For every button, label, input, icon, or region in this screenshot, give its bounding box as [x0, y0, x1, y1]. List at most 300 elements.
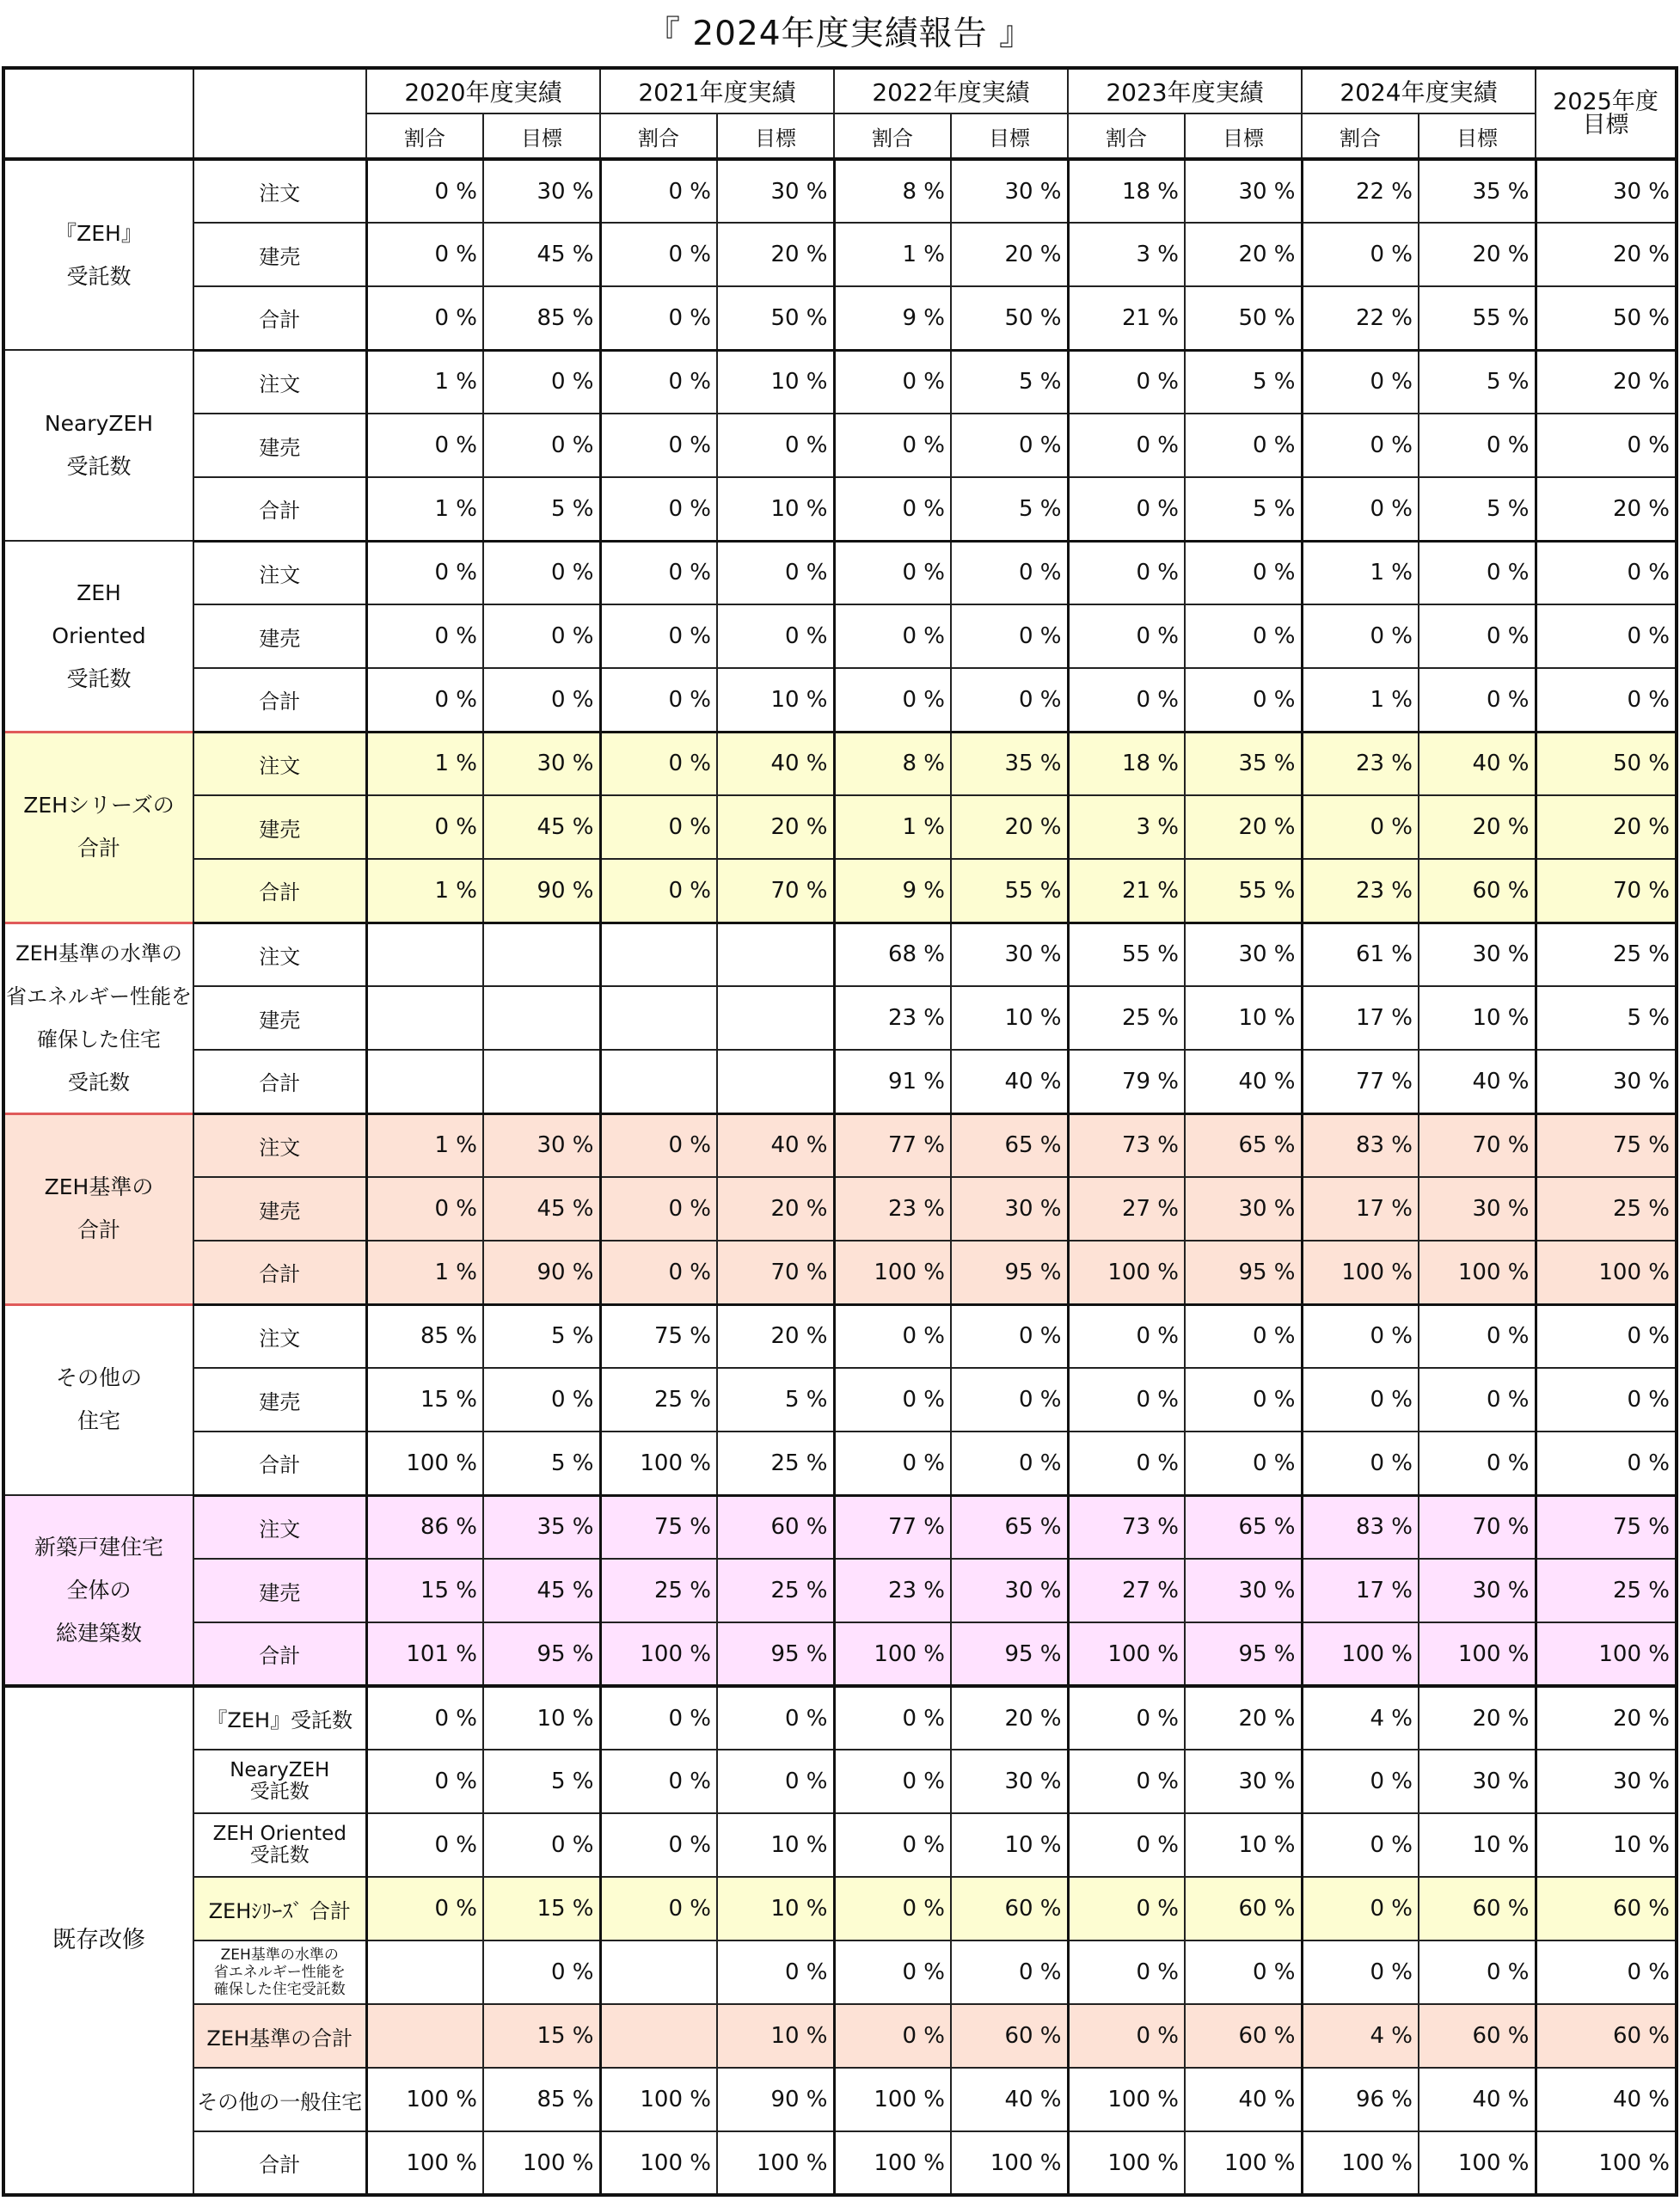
value-2023-target: 35 % [1185, 732, 1302, 795]
row-sub-label [193, 1813, 366, 1877]
value-2020-target: 15 % [483, 2004, 600, 2068]
value-2023-target: 100 % [1185, 2131, 1302, 2195]
value-2022-target: 95 % [951, 1241, 1068, 1304]
table-row [3, 477, 1677, 541]
value-2023-ratio: 100 % [1068, 1241, 1185, 1304]
row-group-label [3, 1113, 193, 1304]
value-2022-target: 0 % [951, 541, 1068, 604]
value-2020-target: 45 % [483, 795, 600, 859]
header-target: 目標 [717, 113, 834, 159]
table-row [3, 159, 1677, 223]
value-2021-ratio [600, 986, 717, 1050]
table-row [3, 1877, 1677, 1940]
value-2024-ratio: 23 % [1302, 732, 1419, 795]
value-2021-ratio: 0 % [600, 1686, 717, 1750]
value-2022-target: 0 % [951, 1940, 1068, 2004]
value-2020-target: 0 % [483, 1940, 600, 2004]
value-2024-target: 35 % [1419, 159, 1536, 223]
table-row [3, 795, 1677, 859]
row-sub-label: 合計 [193, 859, 366, 923]
value-2021-target [717, 986, 834, 1050]
value-2025-target: 25 % [1536, 923, 1677, 986]
header-ratio: 割合 [366, 113, 483, 159]
value-2025-target: 75 % [1536, 1495, 1677, 1559]
value-2021-target: 25 % [717, 1432, 834, 1495]
value-2020-target: 85 % [483, 2068, 600, 2131]
value-2021-target [717, 923, 834, 986]
header-blank-group [3, 68, 193, 159]
value-2025-target: 100 % [1536, 1622, 1677, 1686]
value-2021-target: 0 % [717, 604, 834, 668]
value-2024-target: 0 % [1419, 541, 1536, 604]
value-2022-ratio: 23 % [834, 986, 951, 1050]
value-2022-target: 65 % [951, 1495, 1068, 1559]
value-2023-target: 0 % [1185, 1940, 1302, 2004]
table-body [3, 159, 1677, 2195]
value-2021-ratio: 0 % [600, 1113, 717, 1177]
table-row [3, 1177, 1677, 1241]
value-2024-ratio: 17 % [1302, 986, 1419, 1050]
table-row [3, 1113, 1677, 1177]
row-group-label [3, 350, 193, 541]
value-2022-target: 100 % [951, 2131, 1068, 2195]
value-2022-target: 40 % [951, 1050, 1068, 1113]
table-row [3, 541, 1677, 604]
row-sub-label-line: その他の一般住宅 [197, 2089, 363, 2114]
value-2023-ratio: 0 % [1068, 1940, 1185, 2004]
value-2024-target: 0 % [1419, 1432, 1536, 1495]
header-ratio: 割合 [834, 113, 951, 159]
row-group-label [3, 1304, 193, 1495]
value-2025-target: 25 % [1536, 1559, 1677, 1622]
value-2023-target: 95 % [1185, 1622, 1302, 1686]
value-2022-target: 5 % [951, 477, 1068, 541]
value-2021-target: 30 % [717, 159, 834, 223]
value-2022-ratio: 77 % [834, 1495, 951, 1559]
value-2020-target: 90 % [483, 1241, 600, 1304]
value-2022-ratio: 100 % [834, 2068, 951, 2131]
value-2022-target: 5 % [951, 350, 1068, 414]
value-2020-ratio: 1 % [366, 1241, 483, 1304]
value-2024-target: 0 % [1419, 414, 1536, 477]
row-sub-label-line: 合計 [259, 2153, 301, 2177]
value-2020-ratio: 15 % [366, 1368, 483, 1432]
value-2023-ratio: 21 % [1068, 286, 1185, 350]
header-year-2024: 2024年度実績 [1302, 68, 1536, 113]
value-2025-target: 20 % [1536, 1686, 1677, 1750]
value-2020-ratio: 0 % [366, 414, 483, 477]
value-2023-ratio: 0 % [1068, 604, 1185, 668]
value-2023-target: 65 % [1185, 1495, 1302, 1559]
value-2023-target: 60 % [1185, 2004, 1302, 2068]
row-sub-label-line: 受託数 [249, 1781, 310, 1803]
page-title: 『 2024年度実績報告 』 [646, 15, 1034, 53]
value-2023-target: 30 % [1185, 1750, 1302, 1813]
row-group-label-line: ZEHシリーズの [23, 793, 175, 818]
value-2022-ratio: 0 % [834, 1940, 951, 2004]
header-target: 目標 [1419, 113, 1536, 159]
row-sub-label: 建売 [193, 795, 366, 859]
value-2024-ratio: 4 % [1302, 1686, 1419, 1750]
value-2021-ratio: 25 % [600, 1559, 717, 1622]
value-2025-target: 20 % [1536, 477, 1677, 541]
value-2025-target: 20 % [1536, 350, 1677, 414]
table-row [3, 604, 1677, 668]
value-2022-target: 30 % [951, 1559, 1068, 1622]
value-2022-target: 30 % [951, 1177, 1068, 1241]
value-2023-ratio: 79 % [1068, 1050, 1185, 1113]
row-sub-label-line: NearyZEH [230, 1759, 330, 1781]
value-2023-target: 0 % [1185, 541, 1302, 604]
value-2023-ratio: 0 % [1068, 541, 1185, 604]
header-ratio: 割合 [1068, 113, 1185, 159]
row-group-label-line: 受託数 [66, 454, 132, 479]
value-2025-target: 70 % [1536, 859, 1677, 923]
value-2022-target: 0 % [951, 414, 1068, 477]
value-2024-ratio: 0 % [1302, 350, 1419, 414]
value-2020-ratio: 0 % [366, 795, 483, 859]
row-sub-label [193, 1686, 366, 1750]
value-2024-ratio: 22 % [1302, 286, 1419, 350]
row-sub-label: 注文 [193, 1495, 366, 1559]
row-sub-label [193, 1750, 366, 1813]
value-2022-target: 0 % [951, 668, 1068, 732]
value-2024-target: 0 % [1419, 1304, 1536, 1368]
value-2020-ratio: 1 % [366, 1113, 483, 1177]
value-2021-ratio: 100 % [600, 1432, 717, 1495]
table-row [3, 286, 1677, 350]
value-2023-ratio: 0 % [1068, 477, 1185, 541]
row-group-label-line: 確保した住宅 [37, 1027, 161, 1051]
value-2024-target: 0 % [1419, 668, 1536, 732]
value-2021-target: 90 % [717, 2068, 834, 2131]
value-2021-target: 5 % [717, 1368, 834, 1432]
row-sub-label: 合計 [193, 1241, 366, 1304]
value-2021-ratio: 100 % [600, 2068, 717, 2131]
value-2020-target: 95 % [483, 1622, 600, 1686]
value-2022-target: 30 % [951, 1750, 1068, 1813]
row-group-label-line: 受託数 [68, 1070, 130, 1094]
value-2023-ratio: 21 % [1068, 859, 1185, 923]
value-2024-target: 40 % [1419, 1050, 1536, 1113]
value-2020-ratio: 100 % [366, 2131, 483, 2195]
table-row [3, 1622, 1677, 1686]
value-2024-ratio: 0 % [1302, 1750, 1419, 1813]
value-2020-target: 0 % [483, 604, 600, 668]
value-2024-target: 40 % [1419, 2068, 1536, 2131]
row-sub-label: 合計 [193, 477, 366, 541]
value-2022-ratio: 91 % [834, 1050, 951, 1113]
value-2022-ratio: 23 % [834, 1559, 951, 1622]
value-2023-ratio: 18 % [1068, 732, 1185, 795]
value-2022-target: 60 % [951, 2004, 1068, 2068]
value-2025-target: 0 % [1536, 1432, 1677, 1495]
value-2020-ratio: 0 % [366, 286, 483, 350]
row-group-label-line: その他の [55, 1365, 142, 1391]
value-2020-target: 0 % [483, 350, 600, 414]
value-2023-ratio: 100 % [1068, 2131, 1185, 2195]
table-header [3, 68, 1677, 159]
value-2023-target: 60 % [1185, 1877, 1302, 1940]
value-2024-target: 60 % [1419, 1877, 1536, 1940]
value-2021-ratio: 0 % [600, 1750, 717, 1813]
value-2022-target: 95 % [951, 1622, 1068, 1686]
table-row [3, 2068, 1677, 2131]
header-target: 目標 [951, 113, 1068, 159]
value-2023-target: 0 % [1185, 604, 1302, 668]
value-2022-ratio: 0 % [834, 2004, 951, 2068]
value-2023-ratio: 18 % [1068, 159, 1185, 223]
value-2022-ratio: 0 % [834, 668, 951, 732]
value-2021-ratio [600, 2004, 717, 2068]
value-2024-target: 20 % [1419, 223, 1536, 286]
row-sub-label: 建売 [193, 1559, 366, 1622]
value-2021-target: 20 % [717, 1177, 834, 1241]
value-2020-ratio: 85 % [366, 1304, 483, 1368]
row-group-label-line: 省エネルギー性能を [6, 984, 192, 1009]
value-2024-target: 30 % [1419, 923, 1536, 986]
table-row [3, 1559, 1677, 1622]
value-2021-target: 50 % [717, 286, 834, 350]
value-2021-target [717, 1050, 834, 1113]
value-2021-ratio: 75 % [600, 1304, 717, 1368]
value-2020-ratio: 100 % [366, 2068, 483, 2131]
row-group-label [3, 541, 193, 732]
value-2023-target: 95 % [1185, 1241, 1302, 1304]
value-2023-target: 40 % [1185, 2068, 1302, 2131]
value-2021-ratio: 0 % [600, 604, 717, 668]
value-2024-target: 30 % [1419, 1177, 1536, 1241]
value-2022-ratio: 0 % [834, 1432, 951, 1495]
value-2024-target: 55 % [1419, 286, 1536, 350]
value-2024-ratio: 0 % [1302, 1304, 1419, 1368]
value-2021-ratio: 0 % [600, 1241, 717, 1304]
value-2024-ratio: 83 % [1302, 1113, 1419, 1177]
value-2025-target: 0 % [1536, 414, 1677, 477]
value-2022-target: 55 % [951, 859, 1068, 923]
value-2021-target: 40 % [717, 732, 834, 795]
table-row [3, 2131, 1677, 2195]
value-2023-ratio: 0 % [1068, 1304, 1185, 1368]
value-2023-ratio: 100 % [1068, 1622, 1185, 1686]
value-2020-target: 0 % [483, 1813, 600, 1877]
row-group-label-line: NearyZEH [44, 411, 154, 436]
value-2020-ratio: 0 % [366, 1177, 483, 1241]
row-sub-label-line: ZEH基準の合計 [206, 2026, 353, 2051]
value-2022-ratio: 0 % [834, 1368, 951, 1432]
row-sub-label: 建売 [193, 414, 366, 477]
value-2023-target: 0 % [1185, 1368, 1302, 1432]
value-2021-ratio: 0 % [600, 414, 717, 477]
value-2020-ratio: 1 % [366, 859, 483, 923]
row-group-label-line: 受託数 [66, 263, 132, 289]
value-2022-ratio: 23 % [834, 1177, 951, 1241]
value-2025-target: 100 % [1536, 2131, 1677, 2195]
row-group-label-line: 受託数 [66, 665, 132, 691]
value-2021-target: 20 % [717, 223, 834, 286]
value-2024-ratio: 0 % [1302, 477, 1419, 541]
table-row [3, 350, 1677, 414]
value-2025-target: 30 % [1536, 1050, 1677, 1113]
value-2025-target: 50 % [1536, 286, 1677, 350]
value-2020-target: 5 % [483, 1750, 600, 1813]
value-2020-target: 5 % [483, 1432, 600, 1495]
row-sub-label: 注文 [193, 1113, 366, 1177]
row-sub-label: 注文 [193, 1304, 366, 1368]
value-2020-target: 30 % [483, 159, 600, 223]
value-2024-ratio: 0 % [1302, 1877, 1419, 1940]
value-2021-target: 0 % [717, 1686, 834, 1750]
value-2022-ratio: 0 % [834, 604, 951, 668]
table-row [3, 923, 1677, 986]
value-2022-target: 10 % [951, 986, 1068, 1050]
value-2024-ratio: 4 % [1302, 2004, 1419, 2068]
value-2020-ratio: 0 % [366, 1750, 483, 1813]
value-2020-target: 0 % [483, 541, 600, 604]
value-2022-ratio: 1 % [834, 795, 951, 859]
value-2024-target: 5 % [1419, 350, 1536, 414]
value-2021-target: 10 % [717, 1877, 834, 1940]
value-2021-ratio: 0 % [600, 1813, 717, 1877]
value-2022-ratio: 68 % [834, 923, 951, 986]
value-2021-ratio: 0 % [600, 223, 717, 286]
value-2020-ratio: 0 % [366, 1877, 483, 1940]
value-2023-ratio: 25 % [1068, 986, 1185, 1050]
value-2020-target: 0 % [483, 414, 600, 477]
row-group-label [3, 923, 193, 1113]
value-2020-target: 5 % [483, 477, 600, 541]
value-2023-ratio: 55 % [1068, 923, 1185, 986]
value-2020-target: 45 % [483, 223, 600, 286]
header-year-2020: 2020年度実績 [366, 68, 600, 113]
value-2021-ratio: 0 % [600, 859, 717, 923]
value-2024-ratio: 100 % [1302, 1622, 1419, 1686]
value-2025-target: 0 % [1536, 1304, 1677, 1368]
value-2024-target: 40 % [1419, 732, 1536, 795]
row-sub-label-line: 『ZEH』受託数 [206, 1708, 353, 1732]
value-2020-target: 30 % [483, 732, 600, 795]
table-row [3, 2004, 1677, 2068]
table-row [3, 1750, 1677, 1813]
value-2025-target: 10 % [1536, 1813, 1677, 1877]
row-sub-label-line: ZEH基準の水準の [220, 1947, 339, 1964]
row-group-label-line: 全体の [66, 1577, 132, 1603]
value-2023-ratio: 27 % [1068, 1559, 1185, 1622]
value-2020-ratio: 0 % [366, 1813, 483, 1877]
value-2023-ratio: 3 % [1068, 795, 1185, 859]
value-2024-target: 70 % [1419, 1495, 1536, 1559]
value-2023-target: 65 % [1185, 1113, 1302, 1177]
value-2024-ratio: 23 % [1302, 859, 1419, 923]
value-2022-ratio: 0 % [834, 1686, 951, 1750]
value-2024-target: 10 % [1419, 986, 1536, 1050]
value-2022-ratio: 0 % [834, 477, 951, 541]
row-group-label-line: ZEH [77, 579, 121, 605]
value-2024-target: 20 % [1419, 1686, 1536, 1750]
row-group-label-kizon: 既存改修 [3, 1686, 193, 2195]
header-ratio: 割合 [1302, 113, 1419, 159]
value-2021-ratio [600, 1940, 717, 2004]
value-2024-ratio: 1 % [1302, 541, 1419, 604]
value-2024-ratio: 0 % [1302, 795, 1419, 859]
value-2024-target: 100 % [1419, 1622, 1536, 1686]
value-2025-target: 30 % [1536, 159, 1677, 223]
row-sub-label: 注文 [193, 923, 366, 986]
value-2023-target: 0 % [1185, 1432, 1302, 1495]
value-2022-ratio: 0 % [834, 1813, 951, 1877]
value-2023-target: 5 % [1185, 477, 1302, 541]
value-2021-ratio [600, 1050, 717, 1113]
value-2023-target: 5 % [1185, 350, 1302, 414]
value-2020-ratio [366, 986, 483, 1050]
value-2020-target [483, 986, 600, 1050]
row-sub-label: 注文 [193, 159, 366, 223]
value-2024-target: 30 % [1419, 1750, 1536, 1813]
value-2020-ratio [366, 923, 483, 986]
value-2023-target: 40 % [1185, 1050, 1302, 1113]
value-2021-target: 20 % [717, 1304, 834, 1368]
value-2021-ratio: 0 % [600, 668, 717, 732]
value-2024-target: 30 % [1419, 1559, 1536, 1622]
row-sub-label: 建売 [193, 1368, 366, 1432]
table-row [3, 1686, 1677, 1750]
value-2021-target: 10 % [717, 350, 834, 414]
value-2022-ratio: 0 % [834, 1304, 951, 1368]
row-sub-label: 合計 [193, 1050, 366, 1113]
value-2023-target: 0 % [1185, 414, 1302, 477]
table-row [3, 859, 1677, 923]
row-group-label-line: 新築戸建住宅 [34, 1534, 163, 1560]
table-row [3, 986, 1677, 1050]
row-sub-label-line: 受託数 [249, 1844, 310, 1867]
value-2022-ratio: 0 % [834, 350, 951, 414]
value-2020-target: 45 % [483, 1559, 600, 1622]
value-2021-ratio [600, 923, 717, 986]
value-2023-ratio: 100 % [1068, 2068, 1185, 2131]
value-2024-target: 10 % [1419, 1813, 1536, 1877]
value-2022-target: 65 % [951, 1113, 1068, 1177]
value-2021-ratio: 75 % [600, 1495, 717, 1559]
value-2025-target: 100 % [1536, 1241, 1677, 1304]
value-2025-target: 0 % [1536, 541, 1677, 604]
value-2024-ratio: 96 % [1302, 2068, 1419, 2131]
row-sub-label: 合計 [193, 1432, 366, 1495]
value-2023-target: 10 % [1185, 1813, 1302, 1877]
value-2023-target: 30 % [1185, 923, 1302, 986]
value-2023-ratio: 0 % [1068, 1686, 1185, 1750]
value-2020-target: 5 % [483, 1304, 600, 1368]
value-2025-target: 5 % [1536, 986, 1677, 1050]
value-2024-ratio: 1 % [1302, 668, 1419, 732]
value-2020-ratio: 0 % [366, 604, 483, 668]
value-2022-target: 0 % [951, 1432, 1068, 1495]
value-2022-target: 10 % [951, 1813, 1068, 1877]
row-group-label-line: 『ZEH』 [55, 220, 143, 246]
value-2021-ratio: 0 % [600, 477, 717, 541]
value-2020-ratio: 1 % [366, 350, 483, 414]
value-2021-ratio: 0 % [600, 1877, 717, 1940]
value-2020-ratio: 86 % [366, 1495, 483, 1559]
row-sub-label: 注文 [193, 350, 366, 414]
row-sub-label: 合計 [193, 1622, 366, 1686]
value-2020-ratio: 0 % [366, 668, 483, 732]
value-2022-target: 0 % [951, 1368, 1068, 1432]
value-2023-target: 30 % [1185, 159, 1302, 223]
value-2022-ratio: 0 % [834, 1750, 951, 1813]
value-2024-ratio: 0 % [1302, 414, 1419, 477]
value-2023-target: 0 % [1185, 668, 1302, 732]
row-sub-label [193, 1940, 366, 2004]
